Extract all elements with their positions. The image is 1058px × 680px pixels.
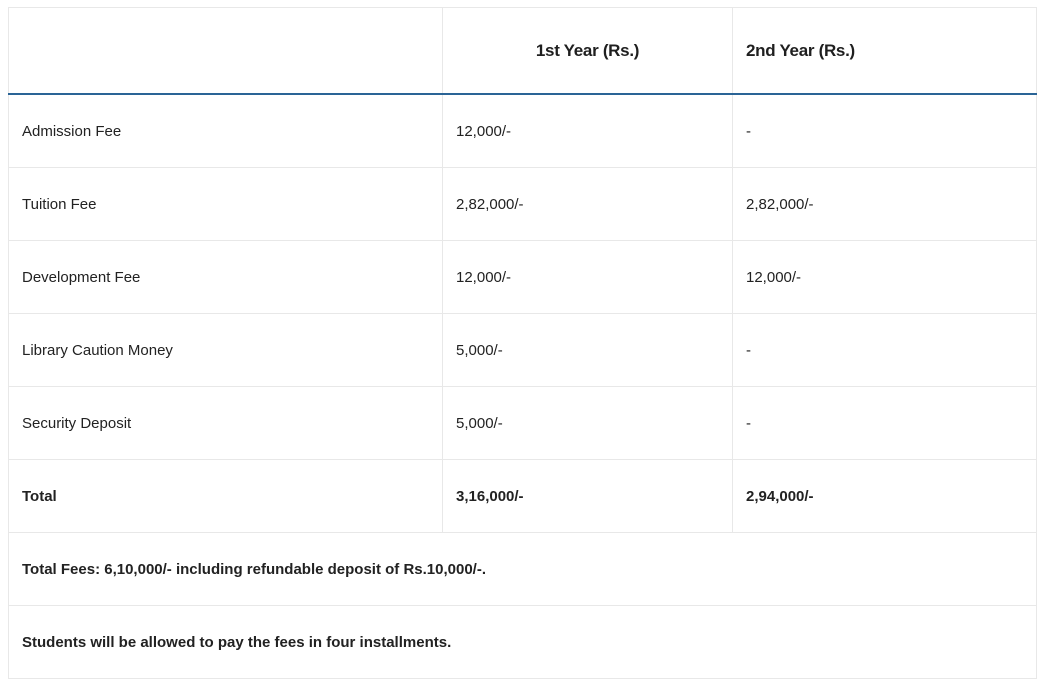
header-second-year: 2nd Year (Rs.) bbox=[733, 8, 1037, 95]
table-row bbox=[9, 94, 1037, 168]
fee-label: Library Caution Money bbox=[9, 314, 443, 387]
header-empty-cell bbox=[9, 8, 443, 95]
table-row bbox=[9, 168, 1037, 241]
fee-structure-container bbox=[8, 7, 1036, 679]
fee-structure-table bbox=[8, 7, 1037, 679]
note-installments: Students will be allowed to pay the fees in four installments. bbox=[9, 606, 1037, 679]
fee-label: Security Deposit bbox=[9, 387, 443, 460]
total-year1: 3,16,000/- bbox=[443, 460, 733, 533]
fee-label: Development Fee bbox=[9, 241, 443, 314]
fee-year1: 2,82,000/- bbox=[443, 168, 733, 241]
table-header-row bbox=[9, 8, 1037, 95]
fee-label: Tuition Fee bbox=[9, 168, 443, 241]
table-row bbox=[9, 314, 1037, 387]
table-row bbox=[9, 387, 1037, 460]
fee-label: Admission Fee bbox=[9, 94, 443, 168]
fee-year2: 12,000/- bbox=[733, 241, 1037, 314]
header-first-year: 1st Year (Rs.) bbox=[443, 8, 733, 95]
fee-year2: - bbox=[733, 314, 1037, 387]
note-row-installments bbox=[9, 606, 1037, 679]
fee-year1: 5,000/- bbox=[443, 314, 733, 387]
fee-year2: 2,82,000/- bbox=[733, 168, 1037, 241]
fee-year2: - bbox=[733, 387, 1037, 460]
fee-year1: 12,000/- bbox=[443, 94, 733, 168]
table-row bbox=[9, 241, 1037, 314]
note-total-fees: Total Fees: 6,10,000/- including refundable deposit of Rs.10,000/-. bbox=[9, 533, 1037, 606]
fee-year1: 12,000/- bbox=[443, 241, 733, 314]
fee-year1: 5,000/- bbox=[443, 387, 733, 460]
fee-year2: - bbox=[733, 94, 1037, 168]
total-label: Total bbox=[9, 460, 443, 533]
note-row-total-fees bbox=[9, 533, 1037, 606]
total-row bbox=[9, 460, 1037, 533]
total-year2: 2,94,000/- bbox=[733, 460, 1037, 533]
